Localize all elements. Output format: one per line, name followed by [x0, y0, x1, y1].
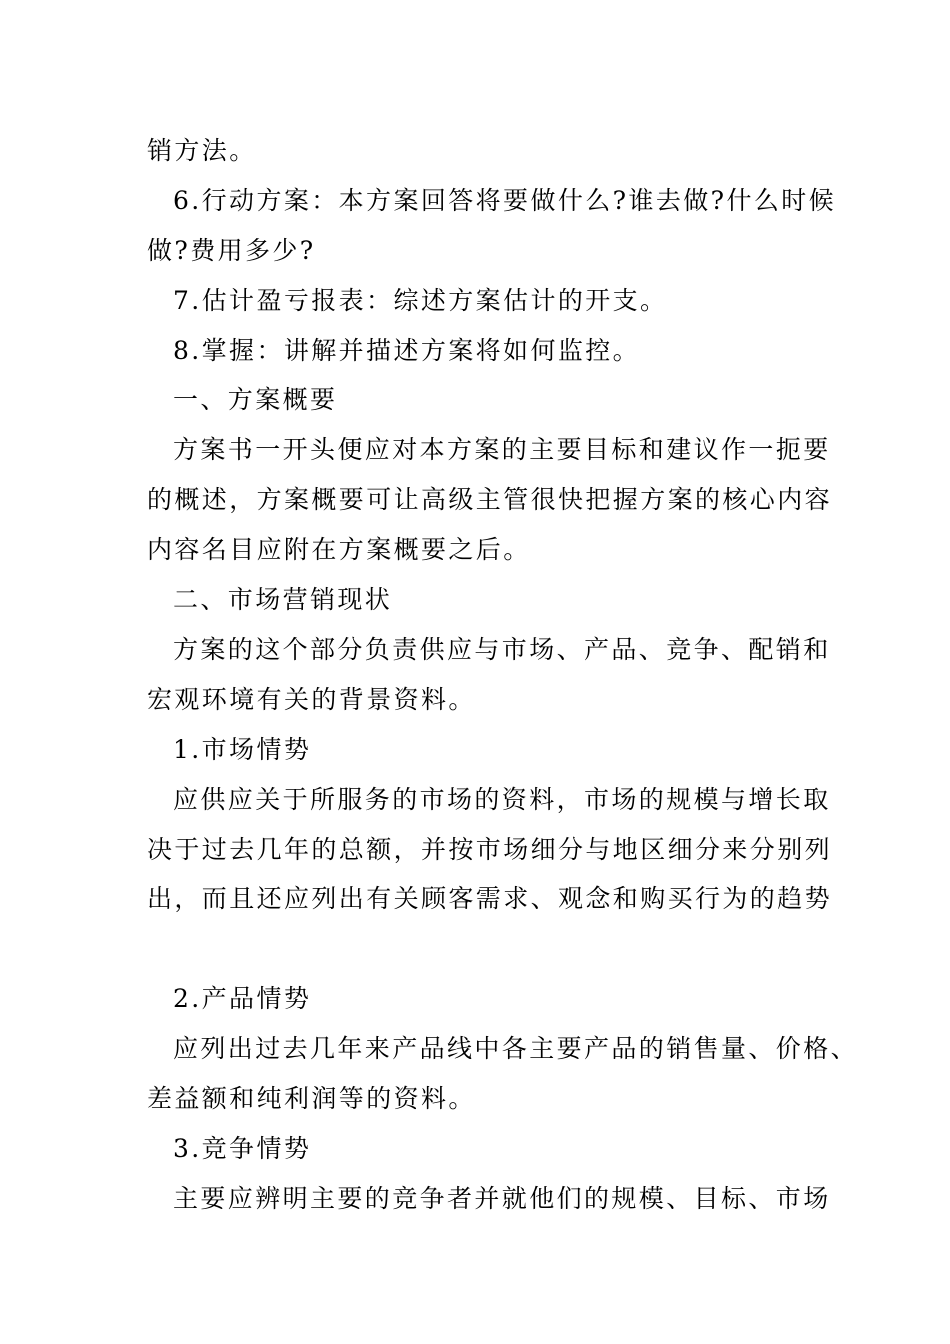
text-line: 6.行动方案：本方案回答将要做什么?谁去做?什么时候: [173, 186, 837, 215]
text-line: 方案书一开头便应对本方案的主要目标和建议作一扼要: [173, 435, 831, 464]
text-line: 的概述，方案概要可让高级主管很快把握方案的核心内容: [147, 485, 833, 514]
text-line: 7.估计盈亏报表：综述方案估计的开支。: [173, 286, 668, 315]
text-line: 应列出过去几年来产品线中各主要产品的销售量、价格、: [173, 1034, 859, 1063]
text-line: 宏观环境有关的背景资料。: [147, 685, 476, 714]
subsection-heading: 2.产品情势: [173, 984, 312, 1013]
text-line: 8.掌握：讲解并描述方案将如何监控。: [173, 336, 641, 365]
text-line: 差益额和纯利润等的资料。: [147, 1084, 476, 1113]
text-line: 决于过去几年的总额，并按市场细分与地区细分来分别列: [147, 835, 833, 864]
text-line: 内容名目应附在方案概要之后。: [147, 535, 531, 564]
text-line: 应供应关于所服务的市场的资料，市场的规模与增长取: [173, 785, 831, 814]
subsection-heading: 3.竞争情势: [173, 1134, 312, 1163]
section-heading: 一、方案概要: [173, 385, 338, 414]
section-heading: 二、市场营销现状: [173, 585, 393, 614]
text-line: 出，而且还应列出有关顾客需求、观念和购买行为的趋势: [147, 884, 833, 913]
text-line: 做?费用多少?: [147, 236, 316, 265]
text-line: 方案的这个部分负责供应与市场、产品、竞争、配销和: [173, 635, 831, 664]
text-line: 销方法。: [147, 136, 257, 165]
subsection-heading: 1.市场情势: [173, 735, 312, 764]
text-line: 主要应辨明主要的竞争者并就他们的规模、目标、市场: [173, 1184, 831, 1213]
